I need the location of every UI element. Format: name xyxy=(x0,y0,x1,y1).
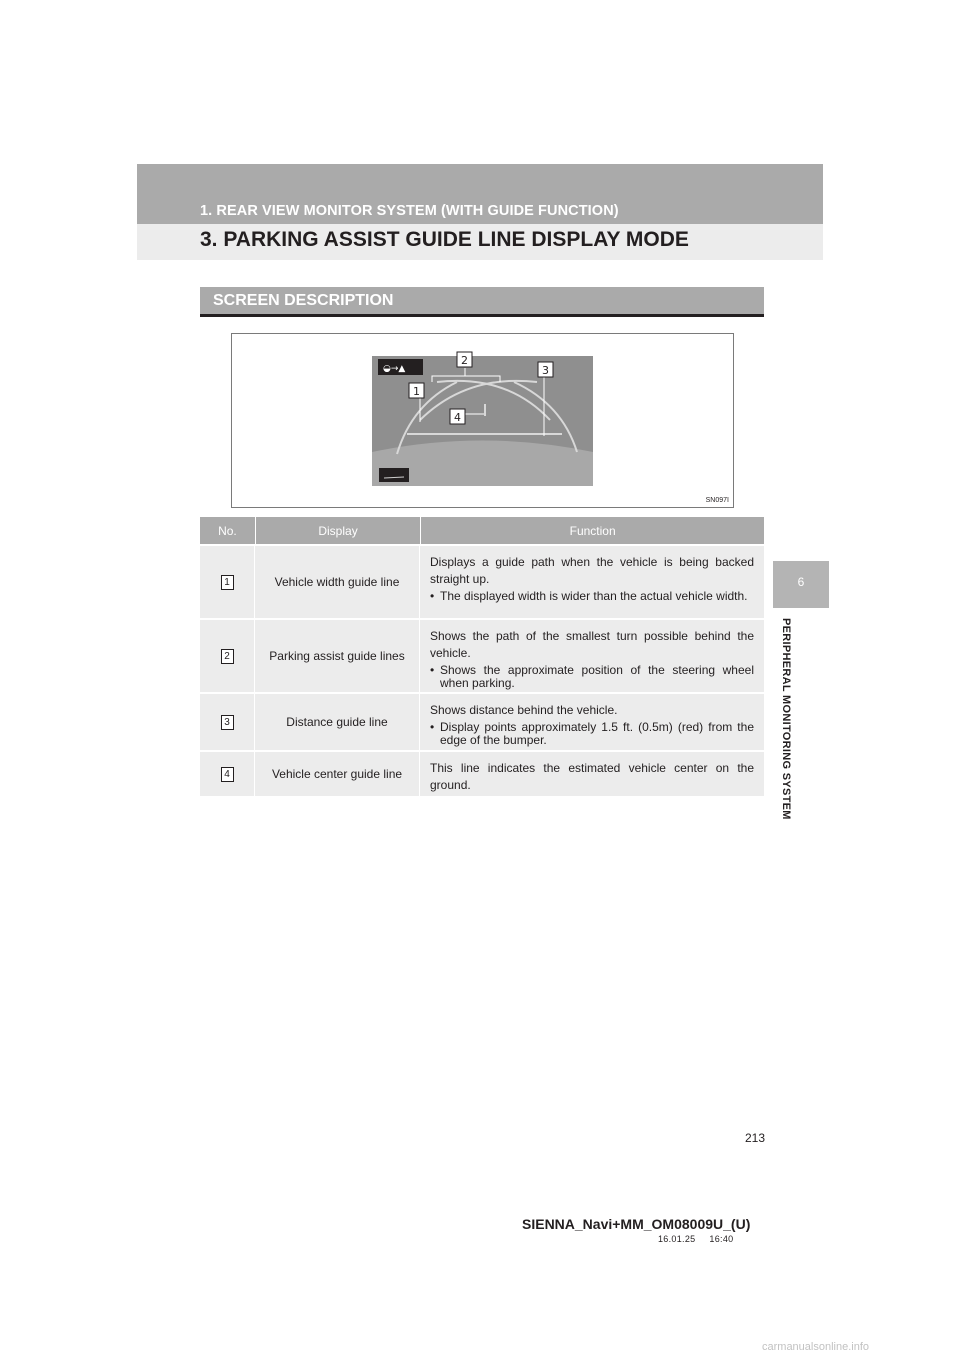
function-text: This line indicates the estimated vehicle center on the ground. xyxy=(430,761,754,792)
callout-2-label: 2 xyxy=(461,354,468,367)
row-number: 3 xyxy=(221,715,234,730)
row-number-cell xyxy=(200,546,255,618)
chapter-label: PERIPHERAL MONITORING SYSTEM xyxy=(780,618,792,820)
document-timestamp: 16.01.25 16:40 xyxy=(658,1234,734,1244)
screen-button-icon xyxy=(379,468,409,482)
callout-1-label: 1 xyxy=(413,385,420,398)
function-bullet: • The displayed width is wider than the actual vehicle width. xyxy=(430,590,754,603)
function-text: Displays a guide path when the vehicle is being backed straight up. xyxy=(430,555,754,586)
row-number-cell xyxy=(200,694,255,750)
callout-4-label: 4 xyxy=(454,411,461,424)
row-function xyxy=(420,620,764,692)
section-heading: 1. REAR VIEW MONITOR SYSTEM (WITH GUIDE FUNCTION) xyxy=(200,203,619,219)
row-number: 4 xyxy=(221,767,234,782)
section-title: SCREEN DESCRIPTION xyxy=(213,292,394,309)
callout-1 xyxy=(409,383,424,398)
row-display: Vehicle center guide line xyxy=(255,752,420,796)
callout-2 xyxy=(457,352,472,367)
svg-text:◒→▲: ◒→▲ xyxy=(383,364,406,374)
callout-4 xyxy=(450,409,465,424)
header-display: Display xyxy=(256,517,421,544)
table-row xyxy=(200,618,764,692)
row-number: 1 xyxy=(221,575,234,590)
row-function xyxy=(420,546,764,618)
function-bullet: • Shows the approximate position of the steering wheel when parking. xyxy=(430,664,754,690)
monitor-screen-illustration xyxy=(232,334,733,507)
description-table xyxy=(200,517,764,796)
figure-code: SN097I xyxy=(705,497,729,504)
table-row xyxy=(200,750,764,796)
row-function xyxy=(420,694,764,750)
row-function xyxy=(420,752,764,796)
document-id: SIENNA_Navi+MM_OM08009U_(U) xyxy=(522,1216,751,1232)
row-display: Parking assist guide lines xyxy=(255,620,420,692)
page-number: 213 xyxy=(745,1131,766,1145)
section-bar xyxy=(200,287,764,317)
function-text: Shows distance behind the vehicle. xyxy=(430,703,618,717)
callout-3-label: 3 xyxy=(542,364,549,377)
row-display: Vehicle width guide line xyxy=(255,546,420,618)
function-bullet: • Display points approximately 1.5 ft. (0.5m) (red) from the edge of the bumper. xyxy=(430,721,754,747)
function-text: Shows the path of the smallest turn possible behind the vehicle. xyxy=(430,629,754,660)
row-number-cell xyxy=(200,620,255,692)
callout-3 xyxy=(538,362,553,377)
chapter-number: 6 xyxy=(797,575,805,589)
row-display: Distance guide line xyxy=(255,694,420,750)
table-row xyxy=(200,692,764,750)
header-function: Function xyxy=(569,523,616,538)
table-header xyxy=(200,517,764,544)
row-number-cell xyxy=(200,752,255,796)
chapter-tab xyxy=(773,561,829,608)
header-no: No. xyxy=(200,517,256,544)
row-number: 2 xyxy=(221,649,234,664)
page-title: 3. PARKING ASSIST GUIDE LINE DISPLAY MODE xyxy=(200,228,689,251)
watermark: carmanualsonline.info xyxy=(762,1341,870,1353)
table-row xyxy=(200,544,764,618)
screen-figure xyxy=(231,333,734,508)
